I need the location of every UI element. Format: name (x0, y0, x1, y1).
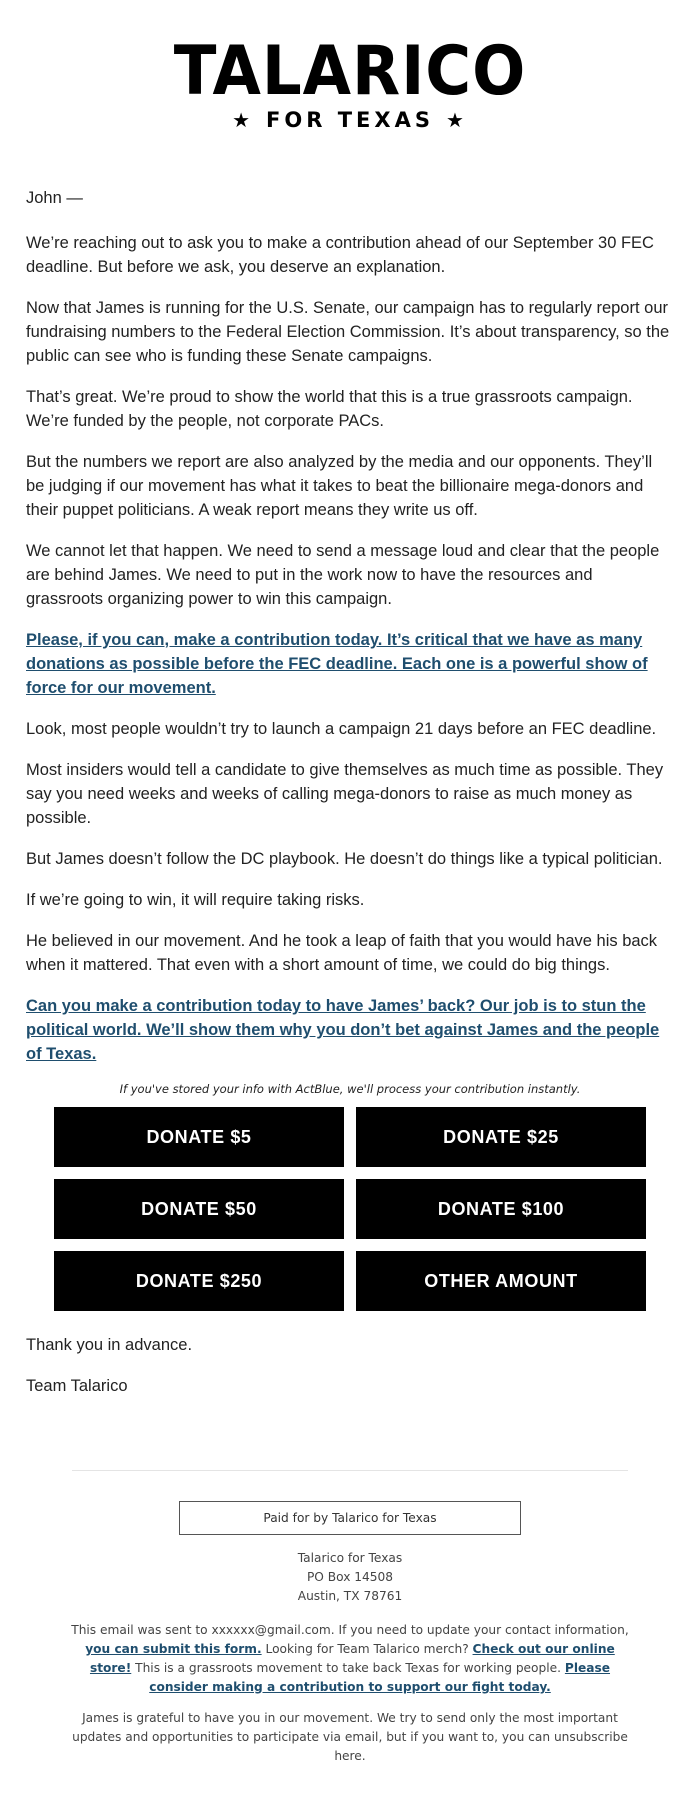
donate-250-button[interactable]: DONATE $250 (54, 1251, 344, 1311)
donate-5-button[interactable]: DONATE $5 (54, 1107, 344, 1167)
salutation: John — (26, 189, 83, 207)
footer-contribute-link[interactable]: Please consider making a contribution to support our fight today. (149, 1661, 611, 1694)
paragraph: Now that James is running for the U.S. Senate, our campaign has to regularly report our fundraising numbers to the Federal Election Commission. It’s about transparency, so the public can see who is funding these Senate campaigns. (26, 299, 670, 365)
email-header (0, 0, 700, 170)
paragraph: But the numbers we report are also analyzed by the media and our opponents. They’ll be judging if our movement has what it takes to beat the billionaire mega-donors and their puppet politicians. A weak report means they write us off. (26, 453, 653, 519)
donate-button-grid (54, 1107, 646, 1311)
campaign-logo: TALARICO (173, 32, 527, 111)
address-line: PO Box 14508 (306, 1570, 394, 1584)
paragraph: We cannot let that happen. We need to send a message loud and clear that the people are behind James. We need to put in the work now to have the resources and grassroots organizing power to win this campaign. (26, 542, 660, 608)
paragraph: That’s great. We’re proud to show the world that this is a true grassroots campaign. We’re funded by the people, not corporate PACs. (26, 388, 633, 430)
paragraph: If we’re going to win, it will require taking risks. (26, 891, 365, 909)
online-store-link[interactable]: Check out our online store! (89, 1642, 615, 1675)
sent-to-text: This email was sent to xxxxxx@gmail.com. If you need to update your contact information, (71, 1623, 629, 1637)
signoff (0, 1333, 700, 1398)
address-line: Talarico for Texas (297, 1551, 403, 1565)
contribution-link-secondary[interactable]: Can you make a contribution today to have James’ back? Our job is to stun the political world. We’ll show them why you don’t bet against James and the people of Texas. (26, 997, 660, 1063)
email-footer (0, 1501, 700, 1766)
donate-50-button[interactable]: DONATE $50 (54, 1179, 344, 1239)
unsubscribe-text: James is grateful to have you in our movement. We try to send only the most important updates and opportunities to participate via email, but if you want to, you can unsubscribe here. (72, 1711, 628, 1763)
paragraph: Look, most people wouldn’t try to launch a campaign 21 days before an FEC deadline. (26, 720, 657, 738)
update-info-form-link[interactable]: you can submit this form. (85, 1642, 262, 1656)
donate-25-button[interactable]: DONATE $25 (356, 1107, 646, 1167)
paragraph: We’re reaching out to ask you to make a contribution ahead of our September 30 FEC deadline. But before we ask, you deserve an explanation. (26, 234, 654, 276)
thanks-line: Thank you in advance. (26, 1336, 193, 1354)
logo-subtitle-text: FOR TEXAS (266, 108, 434, 132)
movement-text: This is a grassroots movement to take back Texas for working people. (131, 1661, 565, 1675)
address-line: Austin, TX 78761 (297, 1589, 403, 1603)
donate-other-amount-button[interactable]: OTHER AMOUNT (356, 1251, 646, 1311)
star-icon: ★ (232, 108, 255, 132)
email-body (0, 186, 700, 1066)
mailing-address (0, 1549, 700, 1606)
donate-100-button[interactable]: DONATE $100 (356, 1179, 646, 1239)
paragraph: Most insiders would tell a candidate to give themselves as much time as possible. They say you need weeks and weeks of calling mega-donors to raise as much money as possible. (26, 761, 664, 827)
actblue-note: If you've stored your info with ActBlue, we'll process your contribution instantly. (119, 1082, 581, 1096)
star-icon: ★ (445, 108, 468, 132)
paragraph: But James doesn’t follow the DC playbook. He doesn’t do things like a typical politician. (26, 850, 663, 868)
paid-for-box: Paid for by Talarico for Texas (179, 1501, 521, 1535)
contribution-link-primary[interactable]: Please, if you can, make a contribution today. It’s critical that we have as many donations as possible before the FEC deadline. Each one is a powerful show of force for our movement. (26, 631, 648, 697)
paragraph: He believed in our movement. And he took a leap of faith that you would have his back when it mattered. That even with a short amount of time, we could do big things. (26, 932, 658, 974)
campaign-logo-subtitle (0, 108, 700, 132)
merch-text: Looking for Team Talarico merch? (261, 1642, 473, 1656)
footer-fineprint (70, 1621, 630, 1697)
signature: Team Talarico (26, 1377, 128, 1395)
footer-divider (72, 1470, 628, 1471)
